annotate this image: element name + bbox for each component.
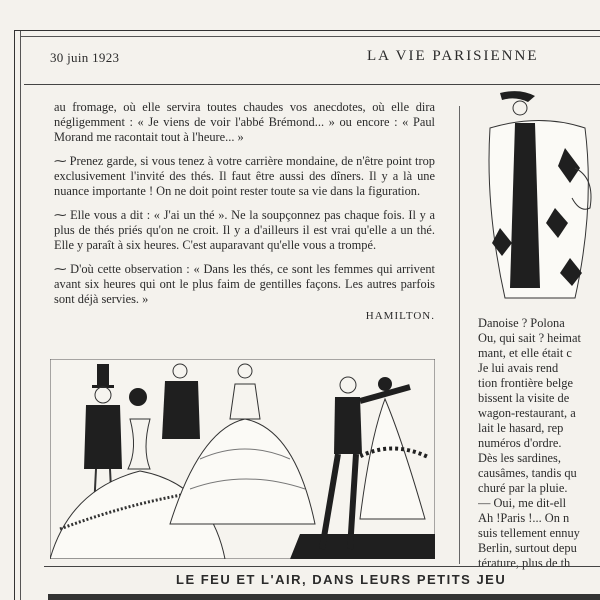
- article-paragraph: ⁓ Elle vous a dit : « J'ai un thé ». Ne la soupçonnez pas chaque fois. Il y a plus de thés priés qu'on ne croit. Il y a d'ailleurs il est vrai qu'elle a un thé. Elle y paraît à six heures. C'est auparavant qu'elle vous a trompé.: [54, 208, 435, 252]
- tea-party-illustration: [50, 359, 435, 559]
- footer-rule: [44, 566, 600, 567]
- footer-heading: LE FEU ET L'AIR, DANS LEURS PETITS JEU: [176, 572, 507, 587]
- article-column: [54, 100, 435, 324]
- article-paragraph: ⁓ Prenez garde, si vous tenez à votre carrière mondaine, de n'être point trop exclusivement l'invité des thés. Il faut être aussi des dîners. Il y a là une nuance importante ! On ne doit point rester toute sa vie dans la figuration.: [54, 154, 435, 198]
- top-rule: [14, 30, 600, 31]
- article-paragraph: au fromage, où elle servira toutes chaudes vos anecdotes, où elle dira négligemment : « Je viens de voir l'abbé Brémond... » ou encore : « Paul Morand me racontait tout à l'heure... »: [54, 100, 435, 144]
- right-column-line: bissent la visite de: [478, 391, 570, 405]
- header-rule: [24, 84, 600, 85]
- right-column-line: lait le hasard, rep: [478, 421, 564, 435]
- right-column-line: numéros d'ordre.: [478, 436, 562, 450]
- right-column-line: mant, et elle était c: [478, 346, 572, 360]
- article-paragraph: ⁓ D'où cette observation : « Dans les thés, ce sont les femmes qui arrivent avant six heures qui ont le plus faim de gentilles façons. Les autres parfois sont déjà servies. »: [54, 262, 435, 306]
- header-date: 30 juin 1923: [50, 50, 120, 65]
- right-column-line: térature, plus de th: [478, 556, 571, 570]
- right-column-line: Ah !Paris !... On n: [478, 511, 570, 525]
- right-column-line: tion frontière belge: [478, 376, 573, 390]
- page-border-inner: [20, 30, 21, 600]
- right-column-line: Ou, qui sait ? heimat: [478, 331, 581, 345]
- right-column-line: Dès les sardines,: [478, 451, 561, 465]
- right-column-line: Danoise ? Polona: [478, 316, 565, 330]
- top-rule-inner: [20, 36, 600, 37]
- right-column-line: wagon-restaurant, a: [478, 406, 576, 420]
- right-article-column: [478, 316, 600, 571]
- right-column-line: suis tellement ennuy: [478, 526, 580, 540]
- right-column-line: Berlin, surtout depu: [478, 541, 577, 555]
- right-column-line: churé par la pluie.: [478, 481, 568, 495]
- page-border: [14, 30, 15, 600]
- right-column-line: — Oui, me dit-ell: [478, 496, 567, 510]
- publication-title: LA VIE PARISIENNE: [367, 48, 539, 64]
- column-divider: [459, 106, 460, 564]
- fashion-illustration: [480, 88, 600, 308]
- right-column-line: Je lui avais rend: [478, 361, 559, 375]
- right-column-line: causâmes, tandis qu: [478, 466, 577, 480]
- bottom-border: [48, 594, 600, 600]
- author-signature: HAMILTON.: [365, 310, 435, 322]
